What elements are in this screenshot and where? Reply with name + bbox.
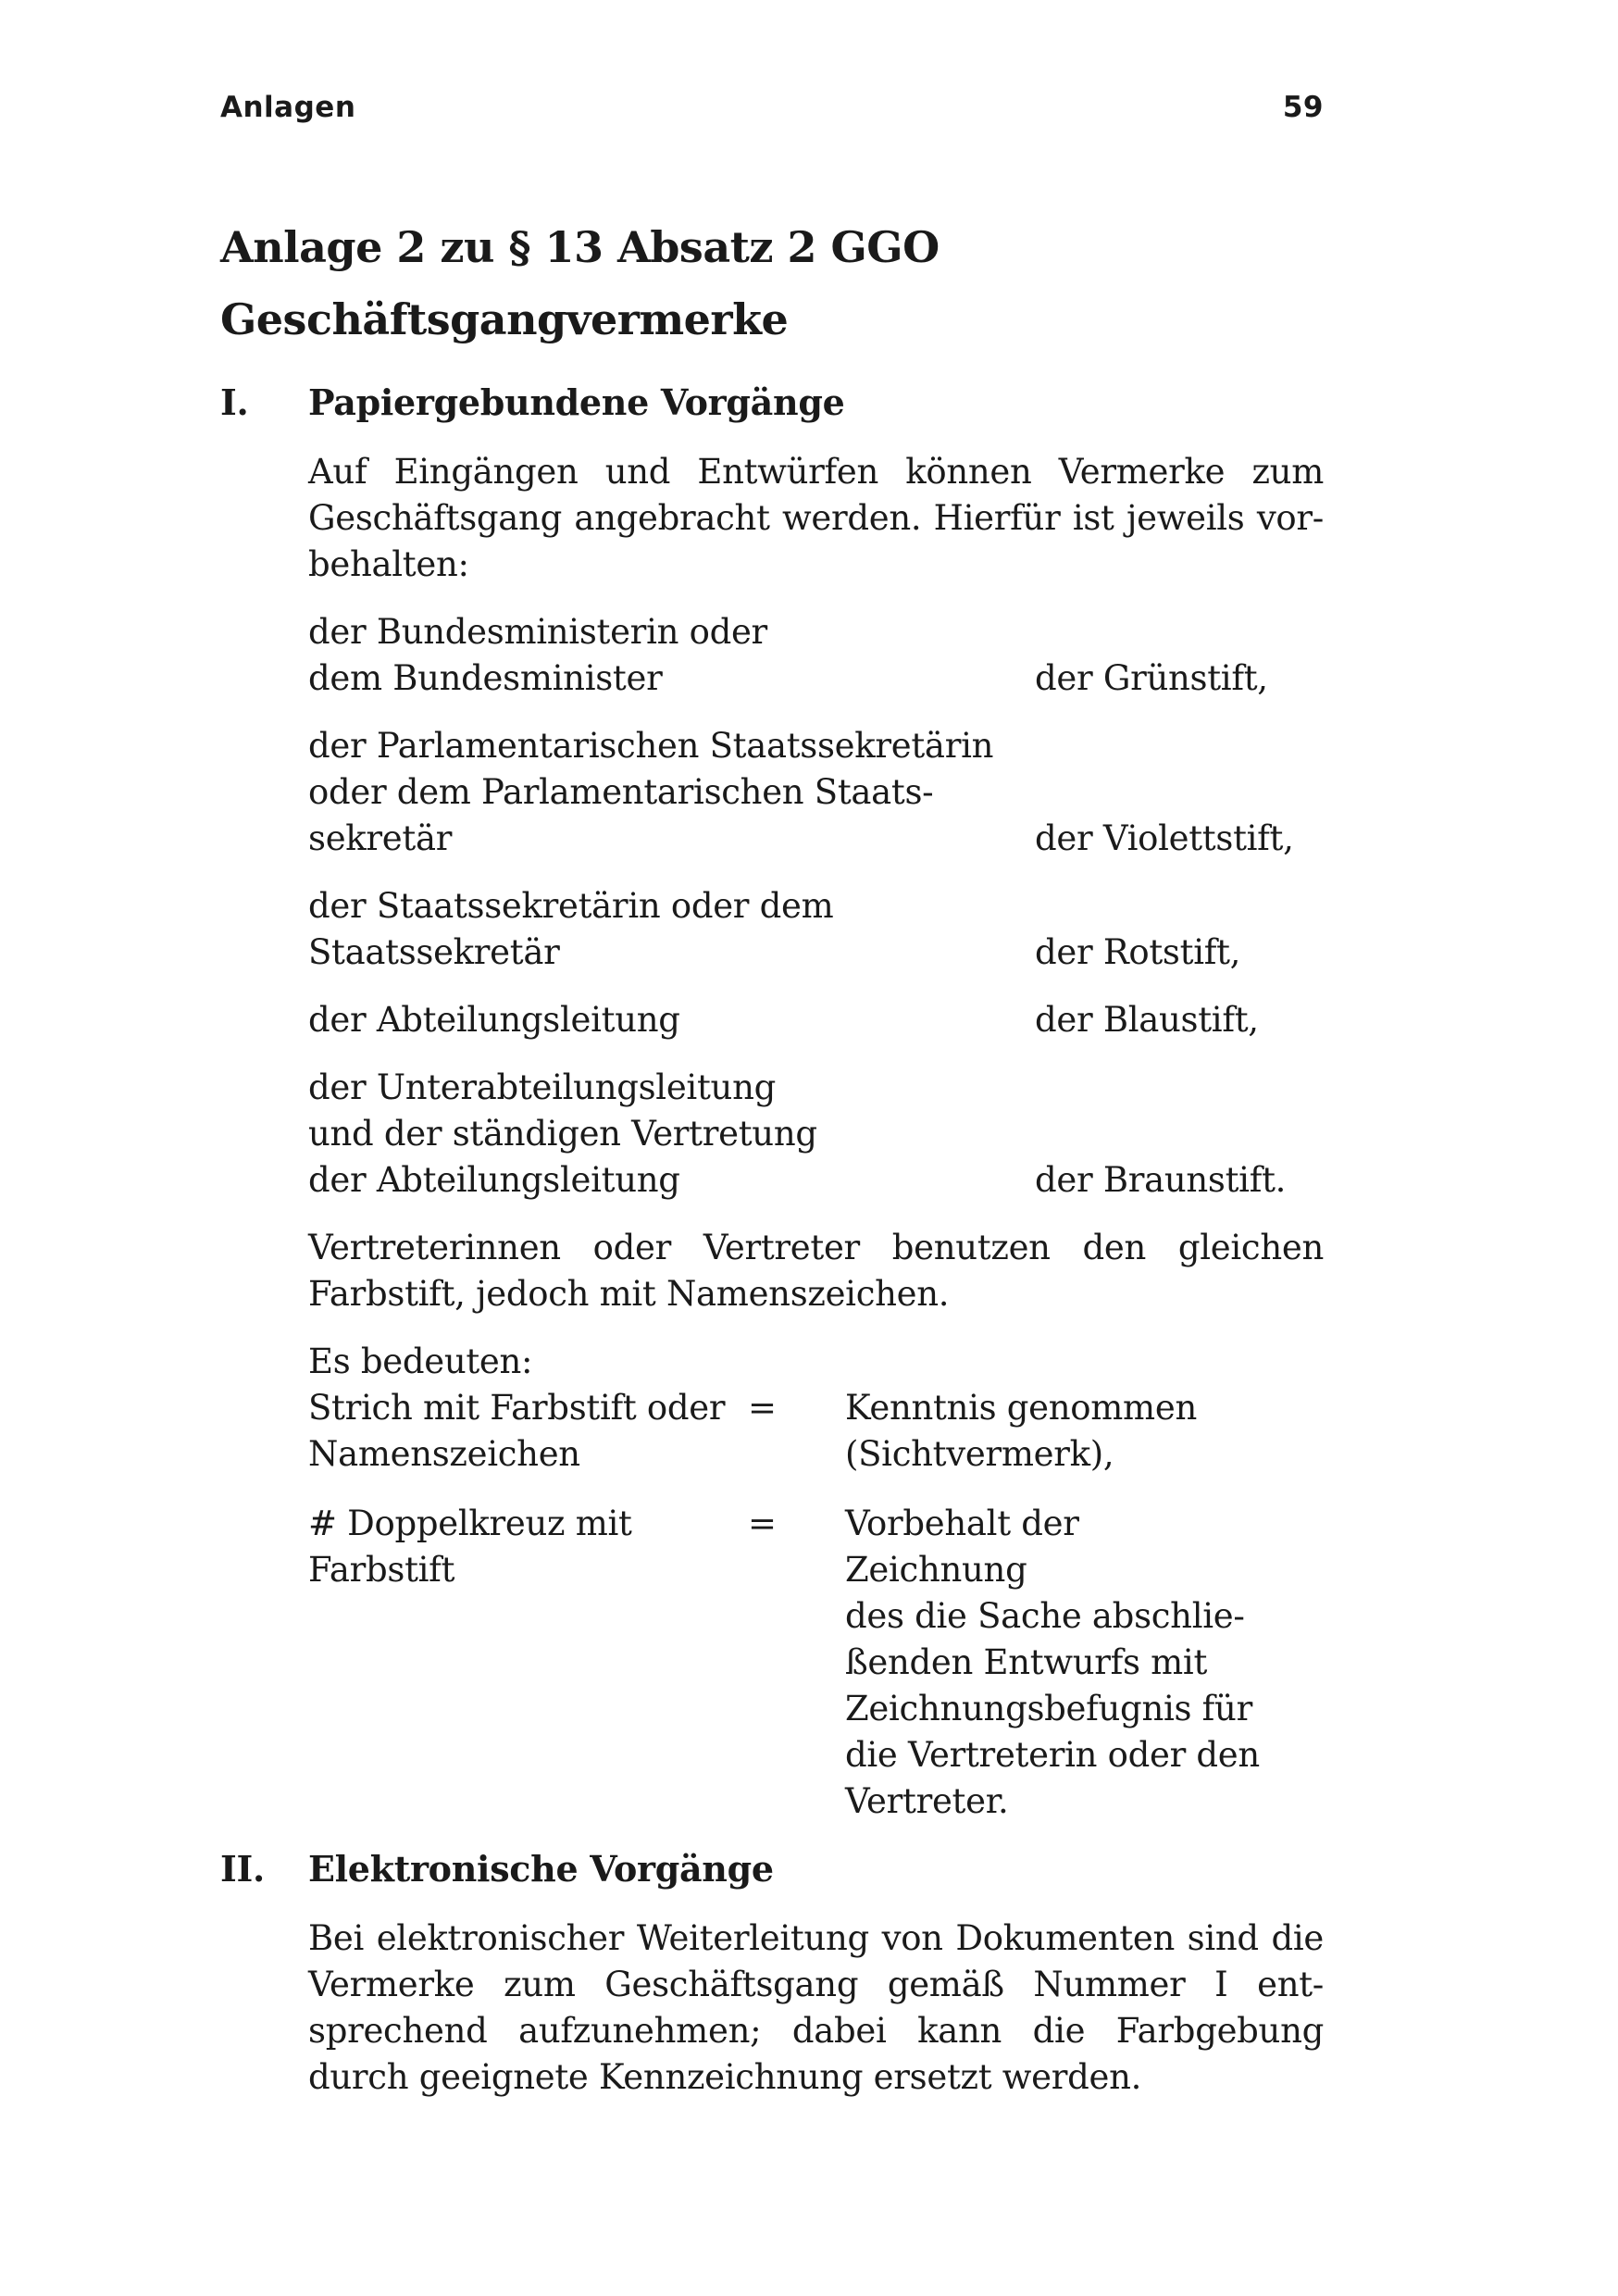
- assignment-pen: der Braunstift.: [1035, 1160, 1287, 1200]
- section-number: I.: [220, 381, 249, 423]
- page-title: [220, 211, 1324, 356]
- equals-sign: =: [748, 1388, 777, 1428]
- meaning-row: [308, 1501, 1324, 1825]
- section-heading-2: [220, 1846, 1324, 1894]
- meaning-symbol: Strich mit Farbstift oder Namenszeichen: [308, 1388, 726, 1474]
- deputies-paragraph: Vertreterinnen oder Vertreter benutzen den gleichen Farbstift, jedoch mit Namenszeichen.: [308, 1228, 1324, 1314]
- title-line-1: Anlage 2 zu § 13 Absatz 2 GGO: [220, 222, 940, 272]
- meaning-definition: Kenntnis genommen (Sichtvermerk),: [845, 1388, 1197, 1474]
- pen-assignment-row: [308, 609, 1324, 702]
- meaning-definition: Vorbehalt der Zeichnung des die Sache abschlie- ßenden Entwurfs mit Zeichnungsbefugnis für die Vertreterin oder den Vertreter.: [845, 1504, 1260, 1821]
- page-number: 59: [1282, 91, 1324, 124]
- intro-line: behalten:: [308, 544, 469, 584]
- pen-assignment-row: [308, 883, 1324, 976]
- pen-assignment-row: [308, 723, 1324, 862]
- assignment-pen: der Grünstift,: [1035, 658, 1268, 698]
- assignment-recipient: der Abteilungsleitung: [308, 1000, 680, 1040]
- intro-paragraph: [308, 449, 1324, 588]
- intro-line: Auf Eingängen und Entwürfen können Vermerke zum: [308, 452, 1324, 492]
- pen-assignment-row: [308, 997, 1324, 1043]
- assignment-pen: der Rotstift,: [1035, 932, 1241, 972]
- equals-sign: =: [748, 1504, 777, 1543]
- running-head-section: Anlagen: [220, 91, 356, 124]
- section-number: II.: [220, 1848, 265, 1890]
- assignment-recipient: der Bundesministerin oder dem Bundesminister: [308, 612, 767, 698]
- section-title: Elektronische Vorgänge: [308, 1848, 774, 1890]
- running-head: [220, 91, 1324, 124]
- assignment-pen: der Blaustift,: [1035, 1000, 1259, 1040]
- meanings-title: Es bedeuten:: [308, 1341, 533, 1381]
- title-line-2: Geschäftsgangvermerke: [220, 294, 789, 344]
- assignment-pen: der Violettstift,: [1035, 818, 1294, 858]
- section-title: Papiergebundene Vorgänge: [308, 381, 845, 423]
- meaning-row: [308, 1385, 1324, 1478]
- document-body: [220, 380, 1324, 2101]
- assignment-recipient: der Staatssekretärin oder dem Staatssekretär: [308, 886, 834, 972]
- meaning-symbol: # Doppelkreuz mit Farbstift: [308, 1504, 632, 1590]
- pen-assignment-row: [308, 1065, 1324, 1204]
- electronic-paragraph: Bei elektronischer Weiterleitung von Dokumenten sind die Vermerke zum Geschäftsgang gemäß Nummer I ent- sprechend aufzunehmen; dabei kann die Farbgebung durch geeignete Kennzeichnung ersetzt werden.: [308, 1918, 1324, 2097]
- intro-line: Geschäftsgang angebracht werden. Hierfür ist jeweils vor-: [308, 498, 1324, 538]
- section-heading-1: [220, 380, 1324, 428]
- assignment-recipient: der Unterabteilungsleitung und der ständigen Vertretung der Abteilungsleitung: [308, 1067, 817, 1200]
- assignment-recipient: der Parlamentarischen Staatssekretärin oder dem Parlamentarischen Staats- sekretär: [308, 726, 994, 858]
